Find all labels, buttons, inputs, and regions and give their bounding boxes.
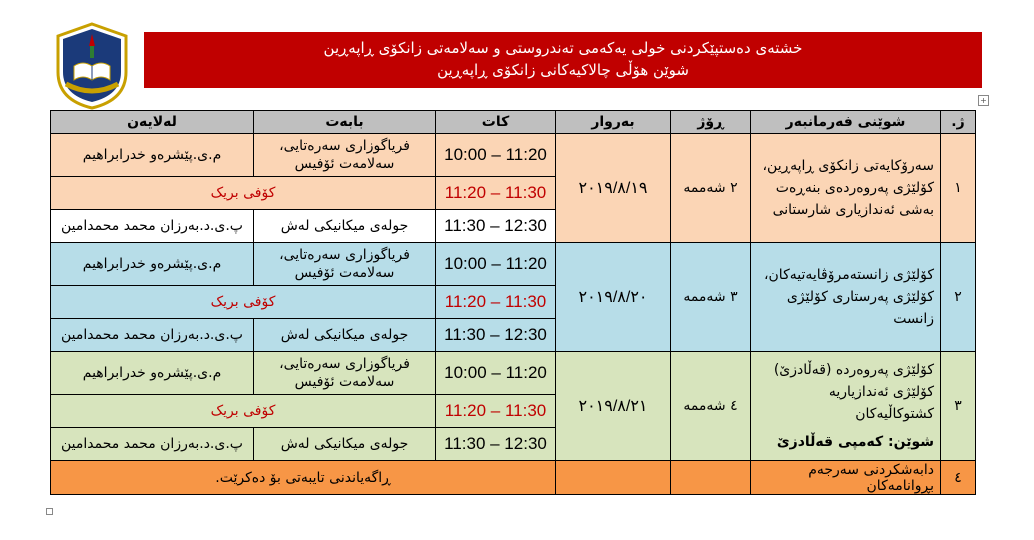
- header-date: بەروار: [556, 111, 671, 134]
- topic-cell: فریاگوزاری سەرەتایی، سەلامەت ئۆفیس: [254, 243, 436, 286]
- location-text: کۆلێژی پەروەردە (قەڵادزێ) کۆلێژی ئەندازیاریە کشتوکاڵیەکان: [773, 362, 934, 422]
- banner-subtitle: شوێن هۆڵی چالاکیەکانی زانکۆی ڕاپەڕین: [437, 61, 689, 79]
- time-cell: 11:30 – 12:30: [436, 428, 556, 461]
- break-cell: کۆفی بریک: [51, 177, 436, 210]
- time-cell: 11:20 – 11:30: [436, 177, 556, 210]
- topic-cell: فریاگوزاری سەرەتایی، سەلامەت ئۆفیس: [254, 134, 436, 177]
- time-cell: 10:00 – 11:20: [436, 243, 556, 286]
- university-logo: [52, 22, 132, 110]
- table-row: [51, 134, 976, 177]
- header-day: ڕۆژ: [671, 111, 751, 134]
- header-place: شوێنی فەرمانبەر: [751, 111, 941, 134]
- time-cell: 10:00 – 11:20: [436, 134, 556, 177]
- topic-cell: جولەی میکانیکی لەش: [254, 319, 436, 352]
- header-topic: بابەت: [254, 111, 436, 134]
- title-banner: [144, 32, 982, 88]
- header-num: ژ.: [941, 111, 976, 134]
- presenter-cell: م.ی.پێشرەو خدرابراهیم: [51, 243, 254, 286]
- presenter-cell: پ.ی.د.بەرزان محمد محمدامین: [51, 319, 254, 352]
- table-row: [51, 352, 976, 395]
- date-cell: ٢٠١٩/٨/٢١: [556, 352, 671, 461]
- table-row: [51, 461, 976, 495]
- presenter-cell: م.ی.پێشرەو خدرابراهیم: [51, 352, 254, 395]
- location-note: شوێن: کەمپی قەڵادزێ: [776, 434, 934, 450]
- banner-title: خشتەی دەستپێکردنی خولی یەکەمی تەندروستی و سەلامەتی زانکۆی ڕاپەڕین: [323, 39, 803, 57]
- schedule-table: [50, 110, 976, 495]
- time-cell: 11:20 – 11:30: [436, 395, 556, 428]
- presenter-cell: م.ی.پێشرەو خدرابراهیم: [51, 134, 254, 177]
- date-cell: ٢٠١٩/٨/١٩: [556, 134, 671, 243]
- row-number: ١: [941, 134, 976, 243]
- presenter-cell: پ.ی.د.بەرزان محمد محمدامین: [51, 210, 254, 243]
- time-cell: 11:30 – 12:30: [436, 319, 556, 352]
- date-cell: [556, 461, 671, 495]
- break-cell: کۆفی بریک: [51, 395, 436, 428]
- row-number: ٤: [941, 461, 976, 495]
- location-cell: [751, 352, 941, 461]
- table-row: [51, 243, 976, 286]
- location-cell: سەرۆکایەتی زانکۆی ڕاپەڕین، کۆلێژی پەروەردەی بنەڕەت بەشی ئەندازیاری شارستانی: [751, 134, 941, 243]
- time-cell: 11:20 – 11:30: [436, 286, 556, 319]
- row-number: ٢: [941, 243, 976, 352]
- day-cell: [671, 461, 751, 495]
- day-cell: ٤ شەممە: [671, 352, 751, 461]
- header-presenter: لەلایەن: [51, 111, 254, 134]
- time-cell: 11:30 – 12:30: [436, 210, 556, 243]
- topic-cell: جولەی میکانیکی لەش: [254, 428, 436, 461]
- header-time: کات: [436, 111, 556, 134]
- note-cell: ڕاگەیاندنی تایبەتی بۆ دەکرێت.: [51, 461, 556, 495]
- row-number: ٣: [941, 352, 976, 461]
- time-cell: 10:00 – 11:20: [436, 352, 556, 395]
- day-cell: ٢ شەممە: [671, 134, 751, 243]
- topic-cell: جولەی میکانیکی لەش: [254, 210, 436, 243]
- date-cell: ٢٠١٩/٨/٢٠: [556, 243, 671, 352]
- location-cell: کۆلێژی زانستەمرۆڤایەتیەکان، کۆلێژی پەرستاری کۆلێژی زانست: [751, 243, 941, 352]
- table-resize-handle[interactable]: [46, 508, 53, 515]
- table-move-handle[interactable]: +: [978, 95, 989, 106]
- presenter-cell: پ.ی.د.بەرزان محمد محمدامین: [51, 428, 254, 461]
- topic-cell: فریاگوزاری سەرەتایی، سەلامەت ئۆفیس: [254, 352, 436, 395]
- day-cell: ٣ شەممە: [671, 243, 751, 352]
- header-row: [51, 111, 976, 134]
- break-cell: کۆفی بریک: [51, 286, 436, 319]
- location-cell: دابەشکردنی سەرجەم بڕوانامەکان: [751, 461, 941, 495]
